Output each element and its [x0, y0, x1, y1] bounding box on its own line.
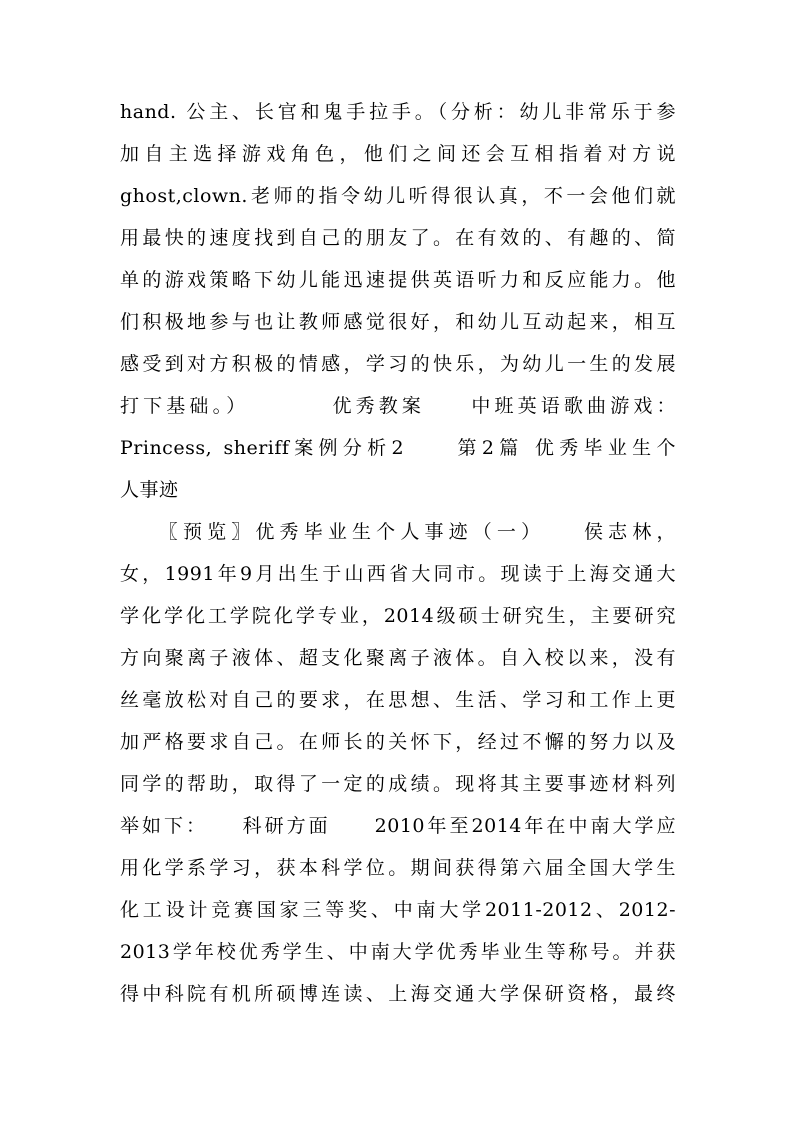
text-line-4: 用最快的速度找到自己的朋友了。在有效的、有趣的、简 [120, 227, 676, 249]
text-line-8: 打下基础。） 优秀教案 中班英语歌曲游戏： [120, 395, 676, 417]
text-line-21: 2013学年校优秀学生、中南大学优秀毕业生等称号。并获 [120, 941, 676, 963]
text-line-15: 丝毫放松对自己的要求，在思想、生活、学习和工作上更 [120, 689, 676, 711]
text-line-9: Princess, sheriff案例分析2 第2篇 优秀毕业生个 [120, 437, 676, 459]
text-line-22: 得中科院有机所硕博连读、上海交通大学保研资格，最终 [120, 983, 676, 1005]
text-line-17: 同学的帮助，取得了一定的成绩。现将其主要事迹材料列 [120, 773, 676, 795]
text-line-2: 加自主选择游戏角色，他们之间还会互相指着对方说 [120, 143, 676, 165]
text-line-7: 感受到对方积极的情感，学习的快乐，为幼儿一生的发展 [120, 353, 676, 375]
text-line-11: 〖预览〗优秀毕业生个人事迹（一） 侯志林， [120, 521, 676, 543]
text-line-19: 用化学系学习，获本科学位。期间获得第六届全国大学生 [120, 857, 676, 879]
text-line-20: 化工设计竞赛国家三等奖、中南大学2011-2012、2012- [120, 899, 676, 921]
text-line-18: 举如下： 科研方面 2010年至2014年在中南大学应 [120, 815, 676, 837]
text-line-6: 们积极地参与也让教师感觉很好，和幼儿互动起来，相互 [120, 311, 676, 333]
text-line-1: hand. 公主、长官和鬼手拉手。（分析：幼儿非常乐于参 [120, 101, 676, 123]
text-line-10: 人事迹 [120, 479, 179, 501]
text-line-14: 方向聚离子液体、超支化聚离子液体。自入校以来，没有 [120, 647, 676, 669]
text-line-5: 单的游戏策略下幼儿能迅速提供英语听力和反应能力。他 [120, 269, 676, 291]
text-line-12: 女，1991年9月出生于山西省大同市。现读于上海交通大 [120, 563, 676, 585]
text-line-16: 加严格要求自己。在师长的关怀下，经过不懈的努力以及 [120, 731, 676, 753]
text-line-13: 学化学化工学院化学专业，2014级硕士研究生，主要研究 [120, 605, 676, 627]
text-line-3: ghost,clown.老师的指令幼儿听得很认真，不一会他们就 [120, 185, 676, 207]
